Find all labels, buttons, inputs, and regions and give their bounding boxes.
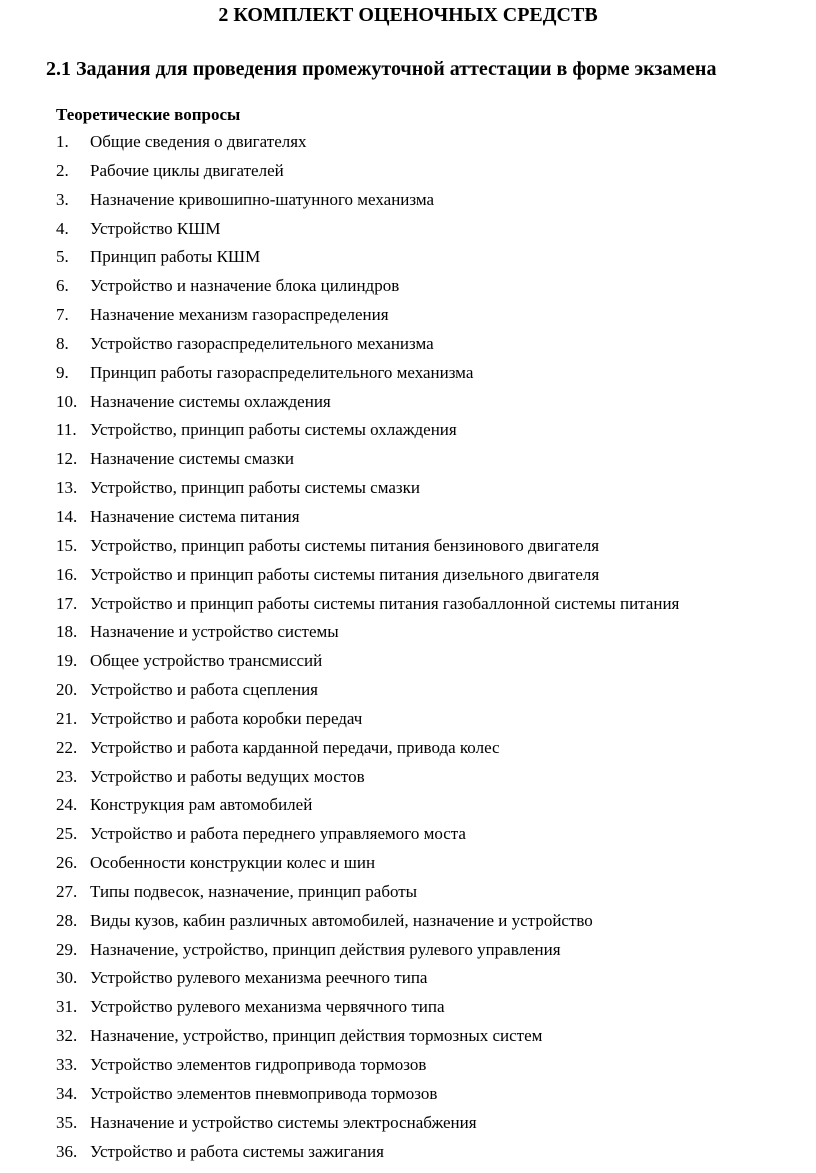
question-number: 22.	[56, 737, 78, 757]
page-title: 2 КОМПЛЕКТ ОЦЕНОЧНЫХ СРЕДСТВ	[218, 4, 598, 26]
question-number: 8.	[56, 333, 69, 353]
question-number: 31.	[56, 997, 78, 1017]
section-title: 2.1 Задания для проведения промежуточной аттестации в форме экзамена	[46, 58, 717, 80]
question-text: Устройство и работа сцепления	[90, 680, 318, 700]
question-number: 29.	[56, 939, 78, 959]
question-number: 12.	[56, 449, 78, 469]
question-number: 20.	[56, 680, 78, 700]
question-number: 14.	[56, 506, 78, 526]
question-number: 28.	[56, 910, 78, 930]
question-number: 9.	[56, 362, 69, 382]
question-text: Особенности конструкции колес и шин	[90, 853, 376, 873]
question-number: 5.	[56, 247, 69, 267]
question-number: 34.	[56, 1083, 78, 1103]
question-number: 17.	[56, 593, 78, 613]
question-text: Устройство и принцип работы системы питания дизельного двигателя	[90, 564, 600, 584]
question-number: 23.	[56, 766, 78, 786]
question-text: Устройство и принцип работы системы питания газобаллонной системы питания	[90, 593, 680, 613]
question-number: 26.	[56, 853, 78, 873]
question-number: 2.	[56, 160, 69, 180]
question-text: Виды кузов, кабин различных автомобилей, назначение и устройство	[90, 910, 593, 930]
question-text: Типы подвесок, назначение, принцип работы	[90, 881, 418, 901]
question-number: 27.	[56, 881, 78, 901]
question-text: Устройство рулевого механизма реечного типа	[90, 968, 428, 988]
question-number: 16.	[56, 564, 78, 584]
question-number: 36.	[56, 1141, 78, 1161]
question-text: Назначение системы охлаждения	[90, 391, 331, 411]
question-number: 1.	[56, 132, 69, 151]
question-number: 10.	[56, 391, 78, 411]
question-text: Назначение и устройство системы	[90, 622, 339, 642]
question-number: 21.	[56, 708, 78, 728]
question-text: Принцип работы КШМ	[90, 247, 261, 267]
question-number: 24.	[56, 795, 78, 815]
question-number: 19.	[56, 651, 78, 671]
question-text: Устройство рулевого механизма червячного типа	[90, 997, 445, 1017]
question-text: Рабочие циклы двигателей	[90, 160, 284, 180]
question-text: Общие сведения о двигателях	[90, 132, 307, 151]
question-number: 32.	[56, 1026, 78, 1046]
question-text: Устройство, принцип работы системы охлаждения	[90, 420, 457, 440]
question-text: Устройство газораспределительного механизма	[90, 333, 434, 353]
question-text: Назначение, устройство, принцип действия тормозных систем	[90, 1026, 543, 1046]
question-text: Назначение системы смазки	[90, 449, 294, 469]
question-text: Устройство элементов пневмопривода тормозов	[90, 1083, 438, 1103]
question-number: 35.	[56, 1112, 78, 1132]
question-text: Устройство и работа системы зажигания	[90, 1141, 384, 1161]
question-text: Устройство и работы ведущих мостов	[90, 766, 365, 786]
question-text: Назначение система питания	[90, 506, 300, 526]
question-text: Устройство и назначение блока цилиндров	[90, 276, 400, 296]
question-text: Конструкция рам автомобилей	[90, 795, 313, 815]
question-text: Назначение и устройство системы электроснабжения	[90, 1112, 477, 1132]
question-number: 7.	[56, 305, 69, 325]
question-number: 18.	[56, 622, 78, 642]
question-number: 30.	[56, 968, 78, 988]
question-text: Устройство, принцип работы системы смазки	[90, 478, 420, 498]
question-number: 6.	[56, 276, 69, 296]
question-text: Назначение механизм газораспределения	[90, 305, 389, 325]
question-number: 4.	[56, 218, 69, 238]
question-number: 15.	[56, 535, 78, 555]
question-text: Устройство и работа карданной передачи, привода колес	[90, 737, 500, 757]
question-number: 13.	[56, 478, 78, 498]
question-text: Устройство, принцип работы системы питания бензинового двигателя	[90, 535, 600, 555]
question-text: Устройство КШМ	[90, 218, 221, 238]
question-text: Устройство и работа коробки передач	[90, 708, 363, 728]
question-text: Назначение, устройство, принцип действия рулевого управления	[90, 939, 561, 959]
question-text: Назначение кривошипно-шатунного механизма	[90, 189, 435, 209]
question-number: 25.	[56, 824, 78, 844]
question-number: 3.	[56, 189, 69, 209]
question-text: Общее устройство трансмиссий	[90, 651, 323, 671]
question-text: Принцип работы газораспределительного механизма	[90, 362, 474, 382]
question-text: Устройство и работа переднего управляемого моста	[90, 824, 466, 844]
question-number: 33.	[56, 1055, 78, 1074]
question-text: Устройство элементов гидропривода тормозов	[90, 1055, 427, 1074]
question-number: 11.	[56, 420, 77, 440]
questions-subheading: Теоретические вопросы	[56, 105, 241, 124]
